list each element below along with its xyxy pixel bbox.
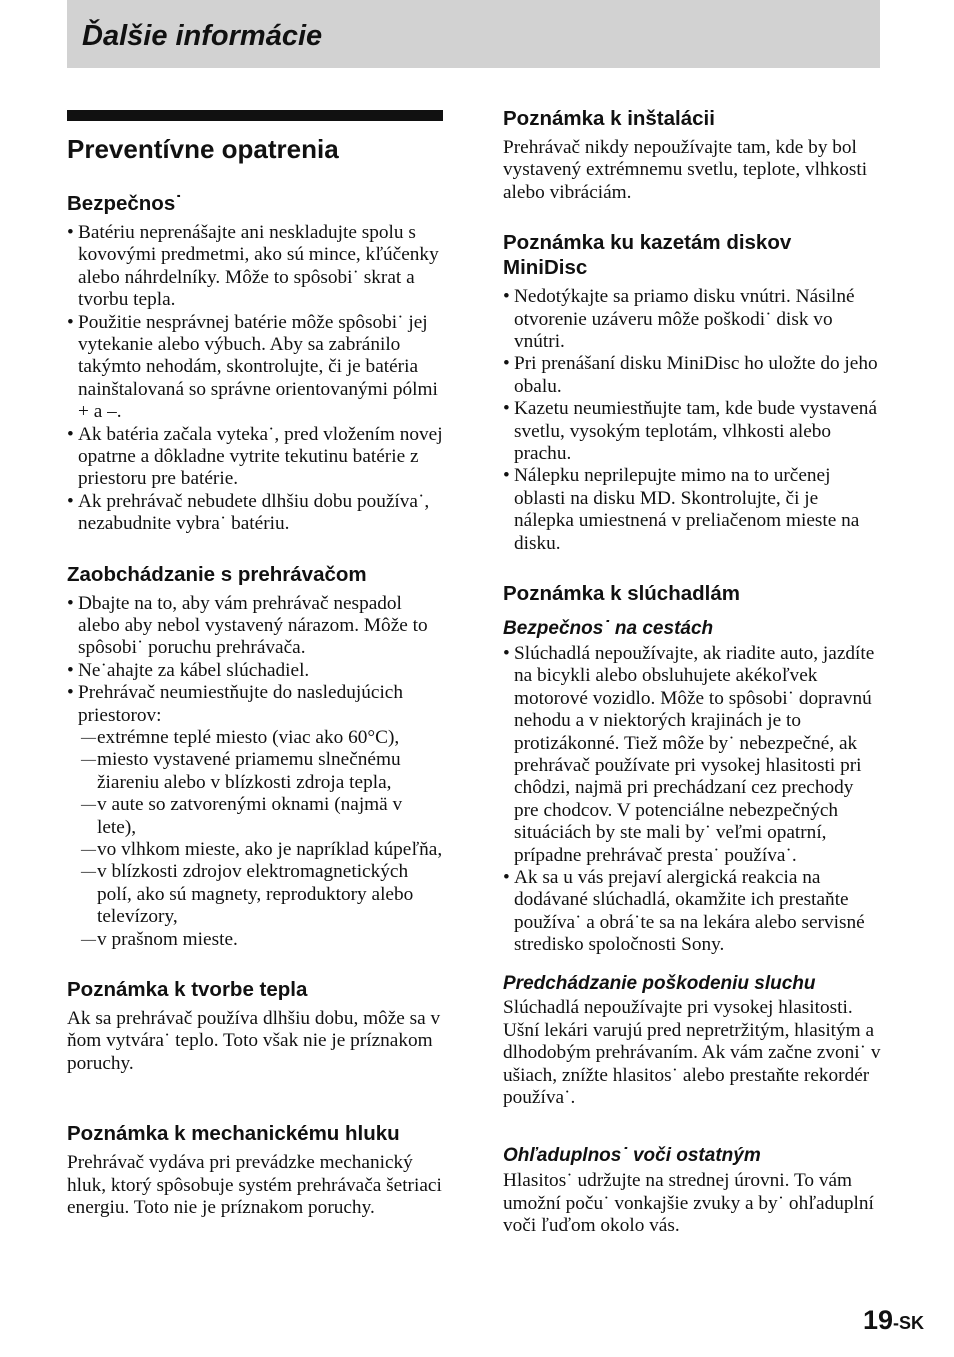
headphones-heading: Poznámka k slúchadlám bbox=[503, 582, 740, 606]
handling-section bbox=[67, 562, 443, 952]
right-column bbox=[503, 106, 881, 1237]
road-safety-heading: Bezpečnos˙ na cestách bbox=[503, 618, 714, 640]
heat-text: Ak sa prehrávač používa dlhšiu dobu, môže sa v ňom vytvára˙ teplo. Toto však nie je príznakom poruchy. bbox=[67, 1008, 441, 1074]
others-heading: Ohľaduplnos˙ voči ostatným bbox=[503, 1145, 761, 1167]
handling-list bbox=[67, 593, 443, 727]
list-item: • Batériu neprenášajte ani neskladujte spolu s kovovými predmetmi, ako sú mince, kľúčenky alebo náhrdelníky. Môže to spôsobi˙ skrat a tvorbu tepla. bbox=[67, 222, 443, 312]
heat-section bbox=[67, 977, 443, 1075]
road-safety-section bbox=[503, 618, 881, 956]
page-number bbox=[863, 1305, 924, 1336]
list-item: — v prašnom mieste. bbox=[81, 929, 443, 951]
minidisc-heading: Poznámka ku kazetám diskov MiniDisc bbox=[503, 231, 792, 280]
heat-heading: Poznámka k tvorbe tepla bbox=[67, 978, 308, 1002]
list-item: • Ak sa u vás prejaví alergická reakcia na dodávané slúchadlá, okamžite ich prestaňte používa˙ a obrá˙te sa na lekára alebo servisné stredisko spoločnosti Sony. bbox=[503, 867, 881, 957]
list-item: • Slúchadlá nepoužívajte, ak riadite auto, jazdíte na bicykli alebo obsluhujete akékoľvek motorové vozidlo. Môže to spôsobi˙ dopravnú nehodu a v niektorých krajinách je to protizákonné. Tiež môže by˙ nebezpečné, ak prehrávač používate pri vysokej hlasitosti pri chôdzi, najmä pri prechádzaní cez prechody pre chodcov. V potenciálne nebezpečných situáciách by ste mali by˙ veľmi opatrní, prípadne prehrávač presta˙ používa˙. bbox=[503, 643, 881, 867]
places-list bbox=[67, 727, 443, 951]
list-item: — v aute so zatvorenými oknami (najmä v lete), bbox=[81, 794, 443, 839]
list-item: — v blízkosti zdrojov elektromagnetických polí, ako sú magnety, reproduktory alebo televízory, bbox=[81, 861, 443, 928]
minidisc-list bbox=[503, 286, 881, 555]
list-item: • Ak prehrávač nebudete dlhšiu dobu používa˙, nezabudnite vybra˙ batériu. bbox=[67, 491, 443, 536]
others-text: Hlasitos˙ udržujte na strednej úrovni. To vám umožní poču˙ vonkajšie zvuky a by˙ ohľaduplní voči ľuďom okolo vás. bbox=[503, 1170, 874, 1237]
headphones-section bbox=[503, 581, 881, 1237]
list-item: • Nedotýkajte sa priamo disku vnútri. Násilné otvorenie uzáveru môže poškodi˙ disk vo vnútri. bbox=[503, 286, 881, 353]
install-heading: Poznámka k inštalácii bbox=[503, 107, 715, 130]
section-rule bbox=[67, 110, 443, 121]
list-item: • Ak batéria začala vyteka˙, pred vložením novej opatrne a dôkladne vytrite tekutinu batérie z priestoru pre batérie. bbox=[67, 424, 443, 491]
left-column bbox=[67, 110, 443, 1246]
hearing-heading: Predchádzanie poškodeniu sluchu bbox=[503, 972, 816, 994]
list-item: • Nálepku neprilepujte mimo na to určenej oblasti na disku MD. Skontrolujte, či je nálepka umiestnená v preliačenom mieste na disku. bbox=[503, 465, 881, 555]
page-language-suffix: -SK bbox=[893, 1313, 924, 1333]
list-item: • Použitie nesprávnej batérie môže spôsobi˙ jej vytekanie alebo výbuch. Aby sa zabránilo takýmto nehodám, skontrolujte, či je batéria nainštalovaná so správne orientovanými pólmi + a –. bbox=[67, 312, 443, 424]
noise-text: Prehrávač vydáva pri prevádzke mechanický hluk, ktorý spôsobuje systém prehrávača šetriaci energiu. Toto nie je príznakom poruchy. bbox=[67, 1152, 442, 1219]
list-item: — extrémne teplé miesto (viac ako 60°C), bbox=[81, 727, 443, 749]
list-item: — vo vlhkom mieste, ako je napríklad kúpeľňa, bbox=[81, 839, 443, 861]
section-title: Preventívne opatrenia bbox=[67, 134, 339, 164]
others-section bbox=[503, 1145, 881, 1237]
safety-heading: Bezpečnos˙ bbox=[67, 191, 183, 215]
minidisc-section bbox=[503, 230, 881, 555]
safety-section bbox=[67, 191, 443, 536]
list-item: • Dbajte na to, aby vám prehrávač nespadol alebo aby nebol vystavený nárazom. Môže to spôsobi˙ poruchu prehrávača. bbox=[67, 593, 443, 660]
chapter-title: Ďalšie informácie bbox=[82, 20, 323, 52]
safety-list bbox=[67, 222, 443, 536]
list-item: — miesto vystavené priamemu slnečnému žiareniu alebo v blízkosti zdroja tepla, bbox=[81, 749, 443, 794]
list-item: • Prehrávač neumiestňujte do nasledujúcich priestorov: bbox=[67, 682, 443, 727]
list-item: • Pri prenášaní disku MiniDisc ho uložte do jeho obalu. bbox=[503, 353, 881, 398]
list-item: • Kazetu neumiestňujte tam, kde bude vystavená svetlu, vysokým teplotám, vlhkosti alebo prachu. bbox=[503, 398, 881, 465]
hearing-section bbox=[503, 973, 881, 1110]
road-safety-list bbox=[503, 643, 881, 957]
noise-section bbox=[67, 1121, 443, 1219]
install-section bbox=[503, 106, 881, 204]
chapter-header bbox=[67, 0, 880, 68]
noise-heading: Poznámka k mechanickému hluku bbox=[67, 1122, 400, 1146]
hearing-text: Slúchadlá nepoužívajte pri vysokej hlasitosti. Ušní lekári varujú pred nepretržitým, hlasitým a dlhodobým prehrávaním. Ak vám začne zvoni˙ v ušiach, znížte hlasitos˙ alebo prestaňte rekordér používa˙. bbox=[503, 997, 881, 1108]
list-item: • Ne˙ahajte za kábel slúchadiel. bbox=[67, 660, 443, 682]
handling-heading: Zaobchádzanie s prehrávačom bbox=[67, 562, 367, 586]
install-text: Prehrávač nikdy nepoužívajte tam, kde by bol vystavený extrémnemu svetlu, teplote, vlhkosti alebo vibráciám. bbox=[503, 137, 868, 203]
page-number-value: 19 bbox=[862, 1305, 893, 1335]
